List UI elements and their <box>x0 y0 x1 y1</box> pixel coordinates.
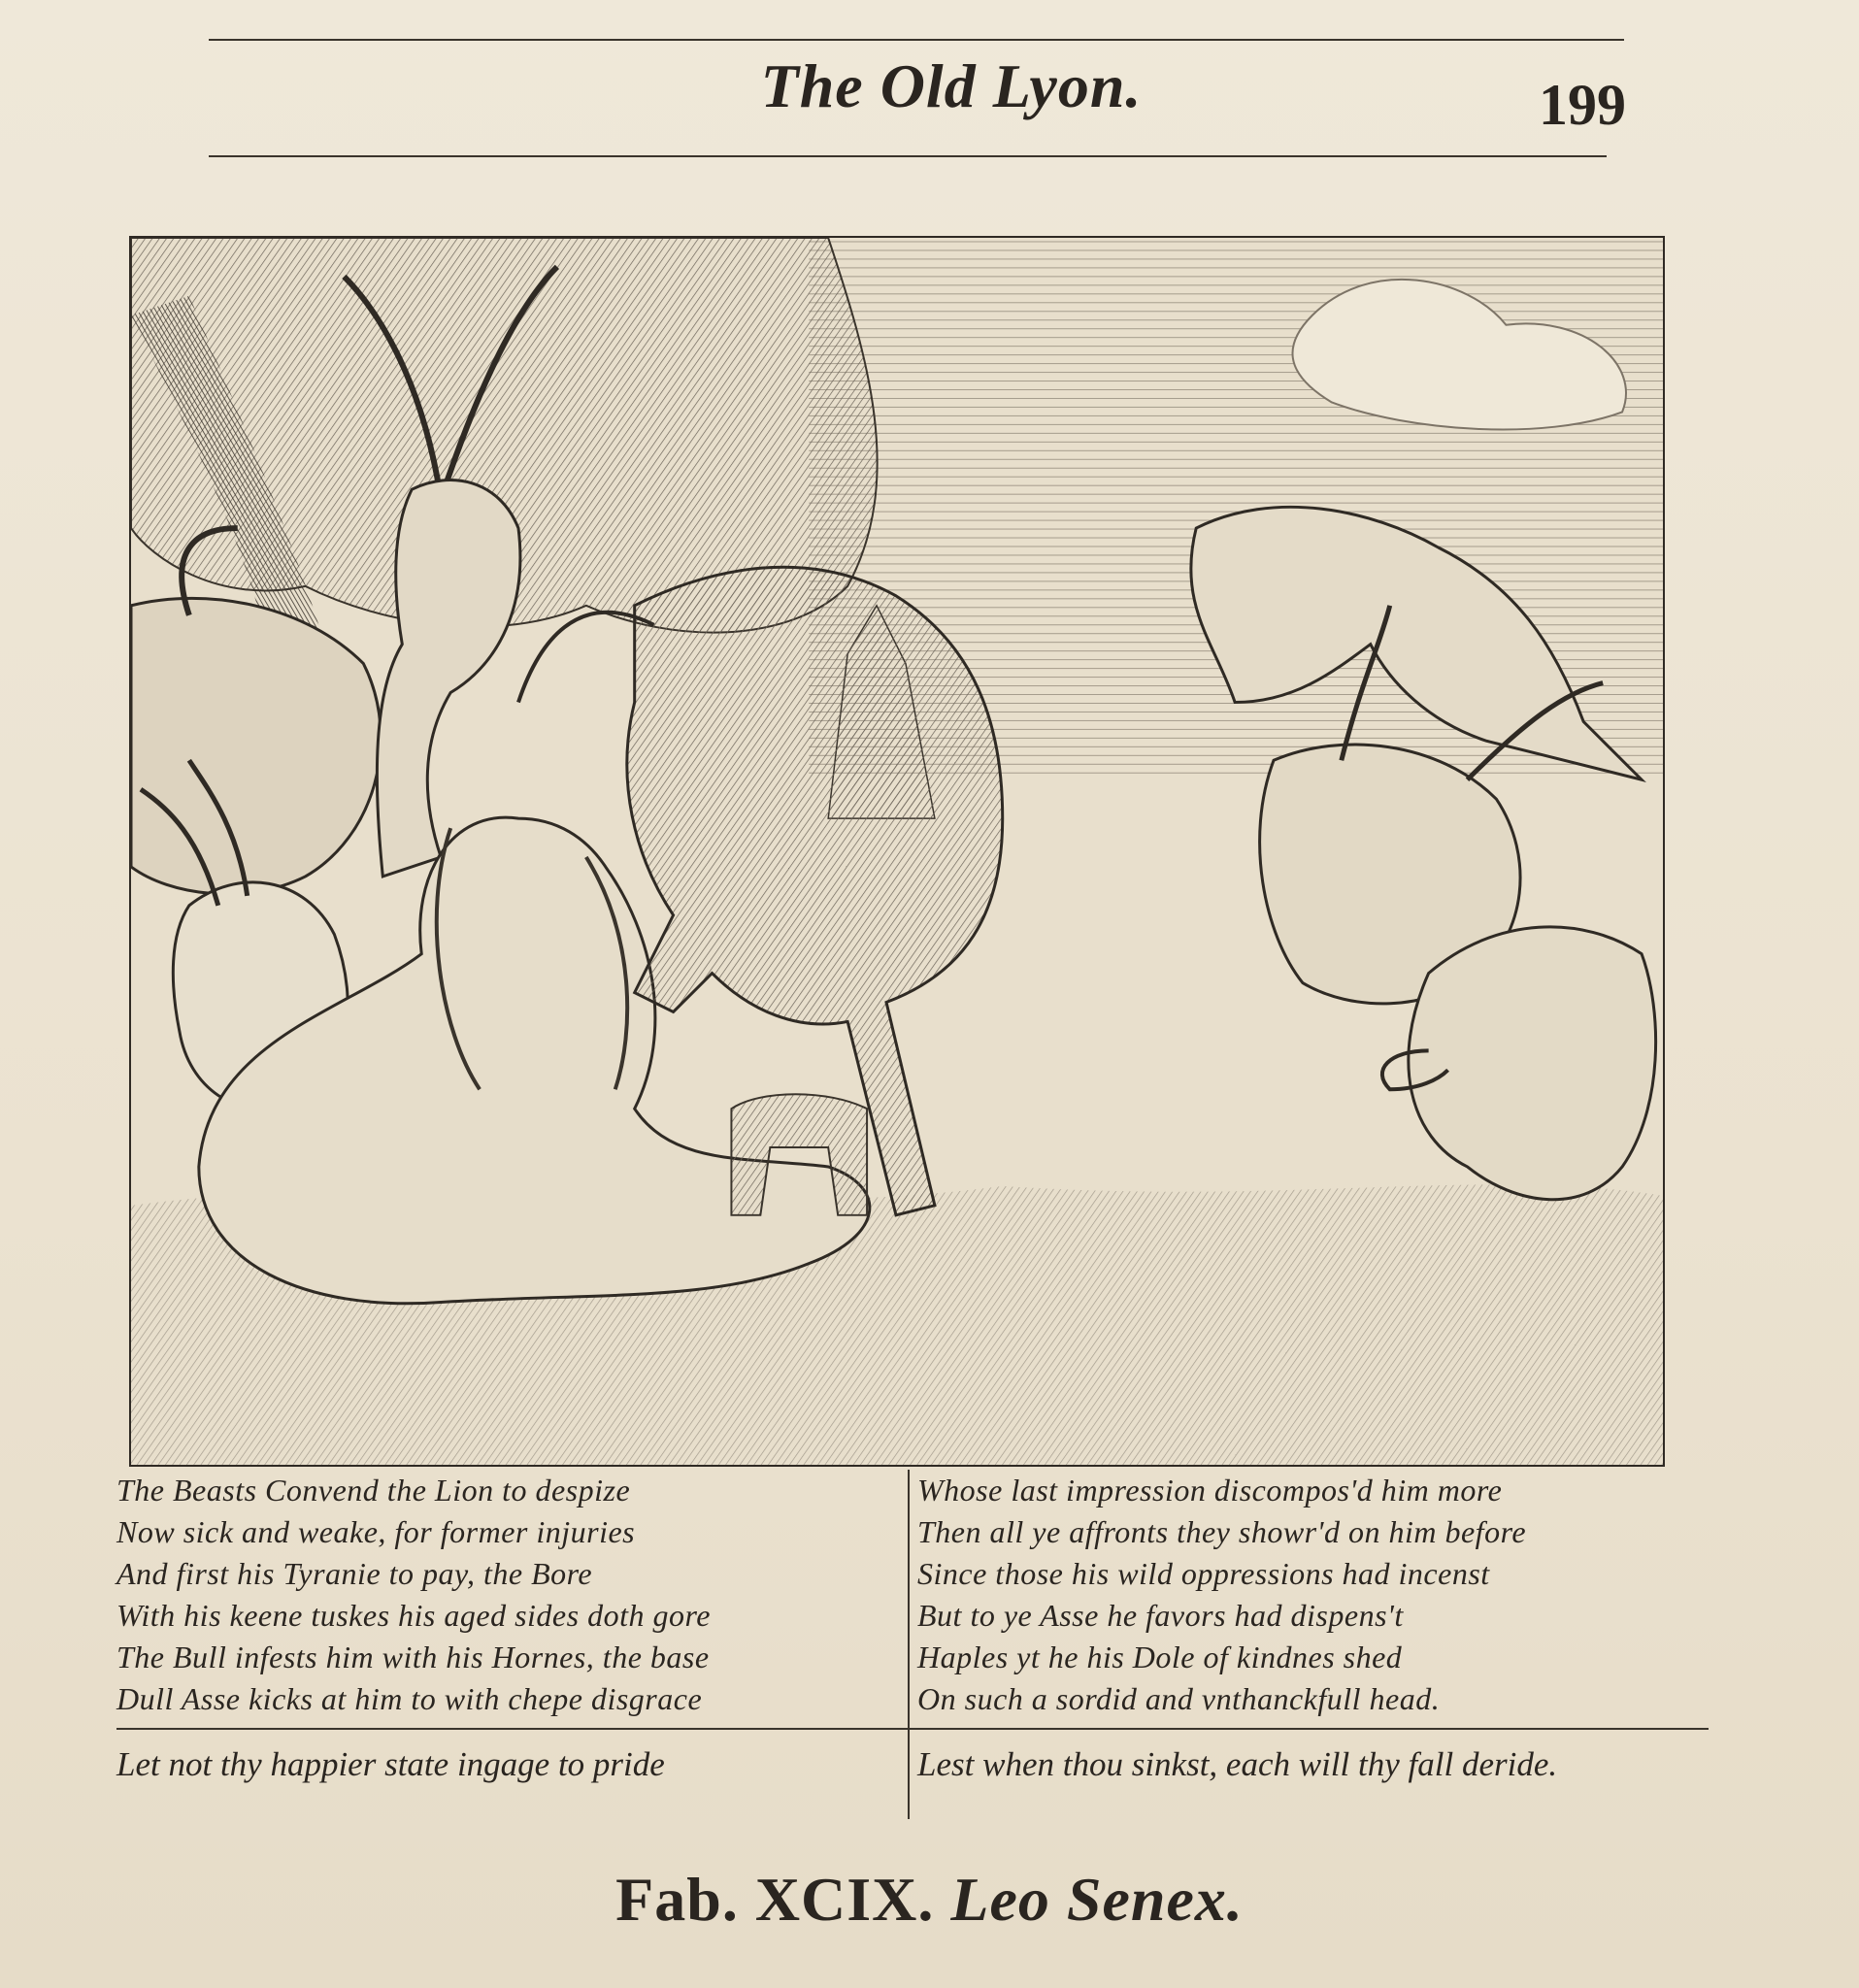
verse-line: Whose last impression discompos'd him more <box>917 1473 1503 1508</box>
moral-line-right: Lest when thou sinkst, each will thy fall deride. <box>917 1745 1558 1783</box>
fable-latin-title: Leo Senex. <box>950 1865 1244 1934</box>
running-title: The Old Lyon. <box>760 51 1143 120</box>
verse-column-divider <box>908 1470 910 1819</box>
fable-number: Fab. XCIX. <box>615 1865 935 1934</box>
moral-divider <box>116 1728 1709 1730</box>
verse-line: Since those his wild oppressions had incenst <box>917 1556 1490 1591</box>
verse-line: Now sick and weake, for former injuries <box>116 1514 636 1549</box>
header-bottom-rule <box>209 155 1607 157</box>
verse-column-left <box>116 1470 913 1720</box>
engraving-illustration <box>129 236 1665 1467</box>
verse-line: Dull Asse kicks at him to with chepe disgrace <box>116 1681 703 1716</box>
fable-title <box>0 1864 1859 1936</box>
page-number: 199 <box>1539 73 1626 137</box>
verse-line: And first his Tyranie to pay, the Bore <box>116 1556 593 1591</box>
engraving-artwork <box>131 238 1663 1465</box>
verse-panel <box>116 1470 1709 1877</box>
verse-line: Then all ye affronts they showr'd on him before <box>917 1514 1527 1549</box>
verse-line: With his keene tuskes his aged sides doth gore <box>116 1598 711 1633</box>
verse-line: The Beasts Convend the Lion to despize <box>116 1473 631 1508</box>
verse-line: On such a sordid and vnthanckfull head. <box>917 1681 1441 1716</box>
verse-line: But to ye Asse he favors had dispens't <box>917 1598 1404 1633</box>
verse-line: Haples yt he his Dole of kindnes shed <box>917 1640 1403 1674</box>
verse-column-right <box>917 1470 1713 1720</box>
moral-line-left: Let not thy happier state ingage to pride <box>116 1745 665 1783</box>
header-top-rule <box>209 39 1624 41</box>
verse-line: The Bull infests him with his Hornes, the base <box>116 1640 710 1674</box>
